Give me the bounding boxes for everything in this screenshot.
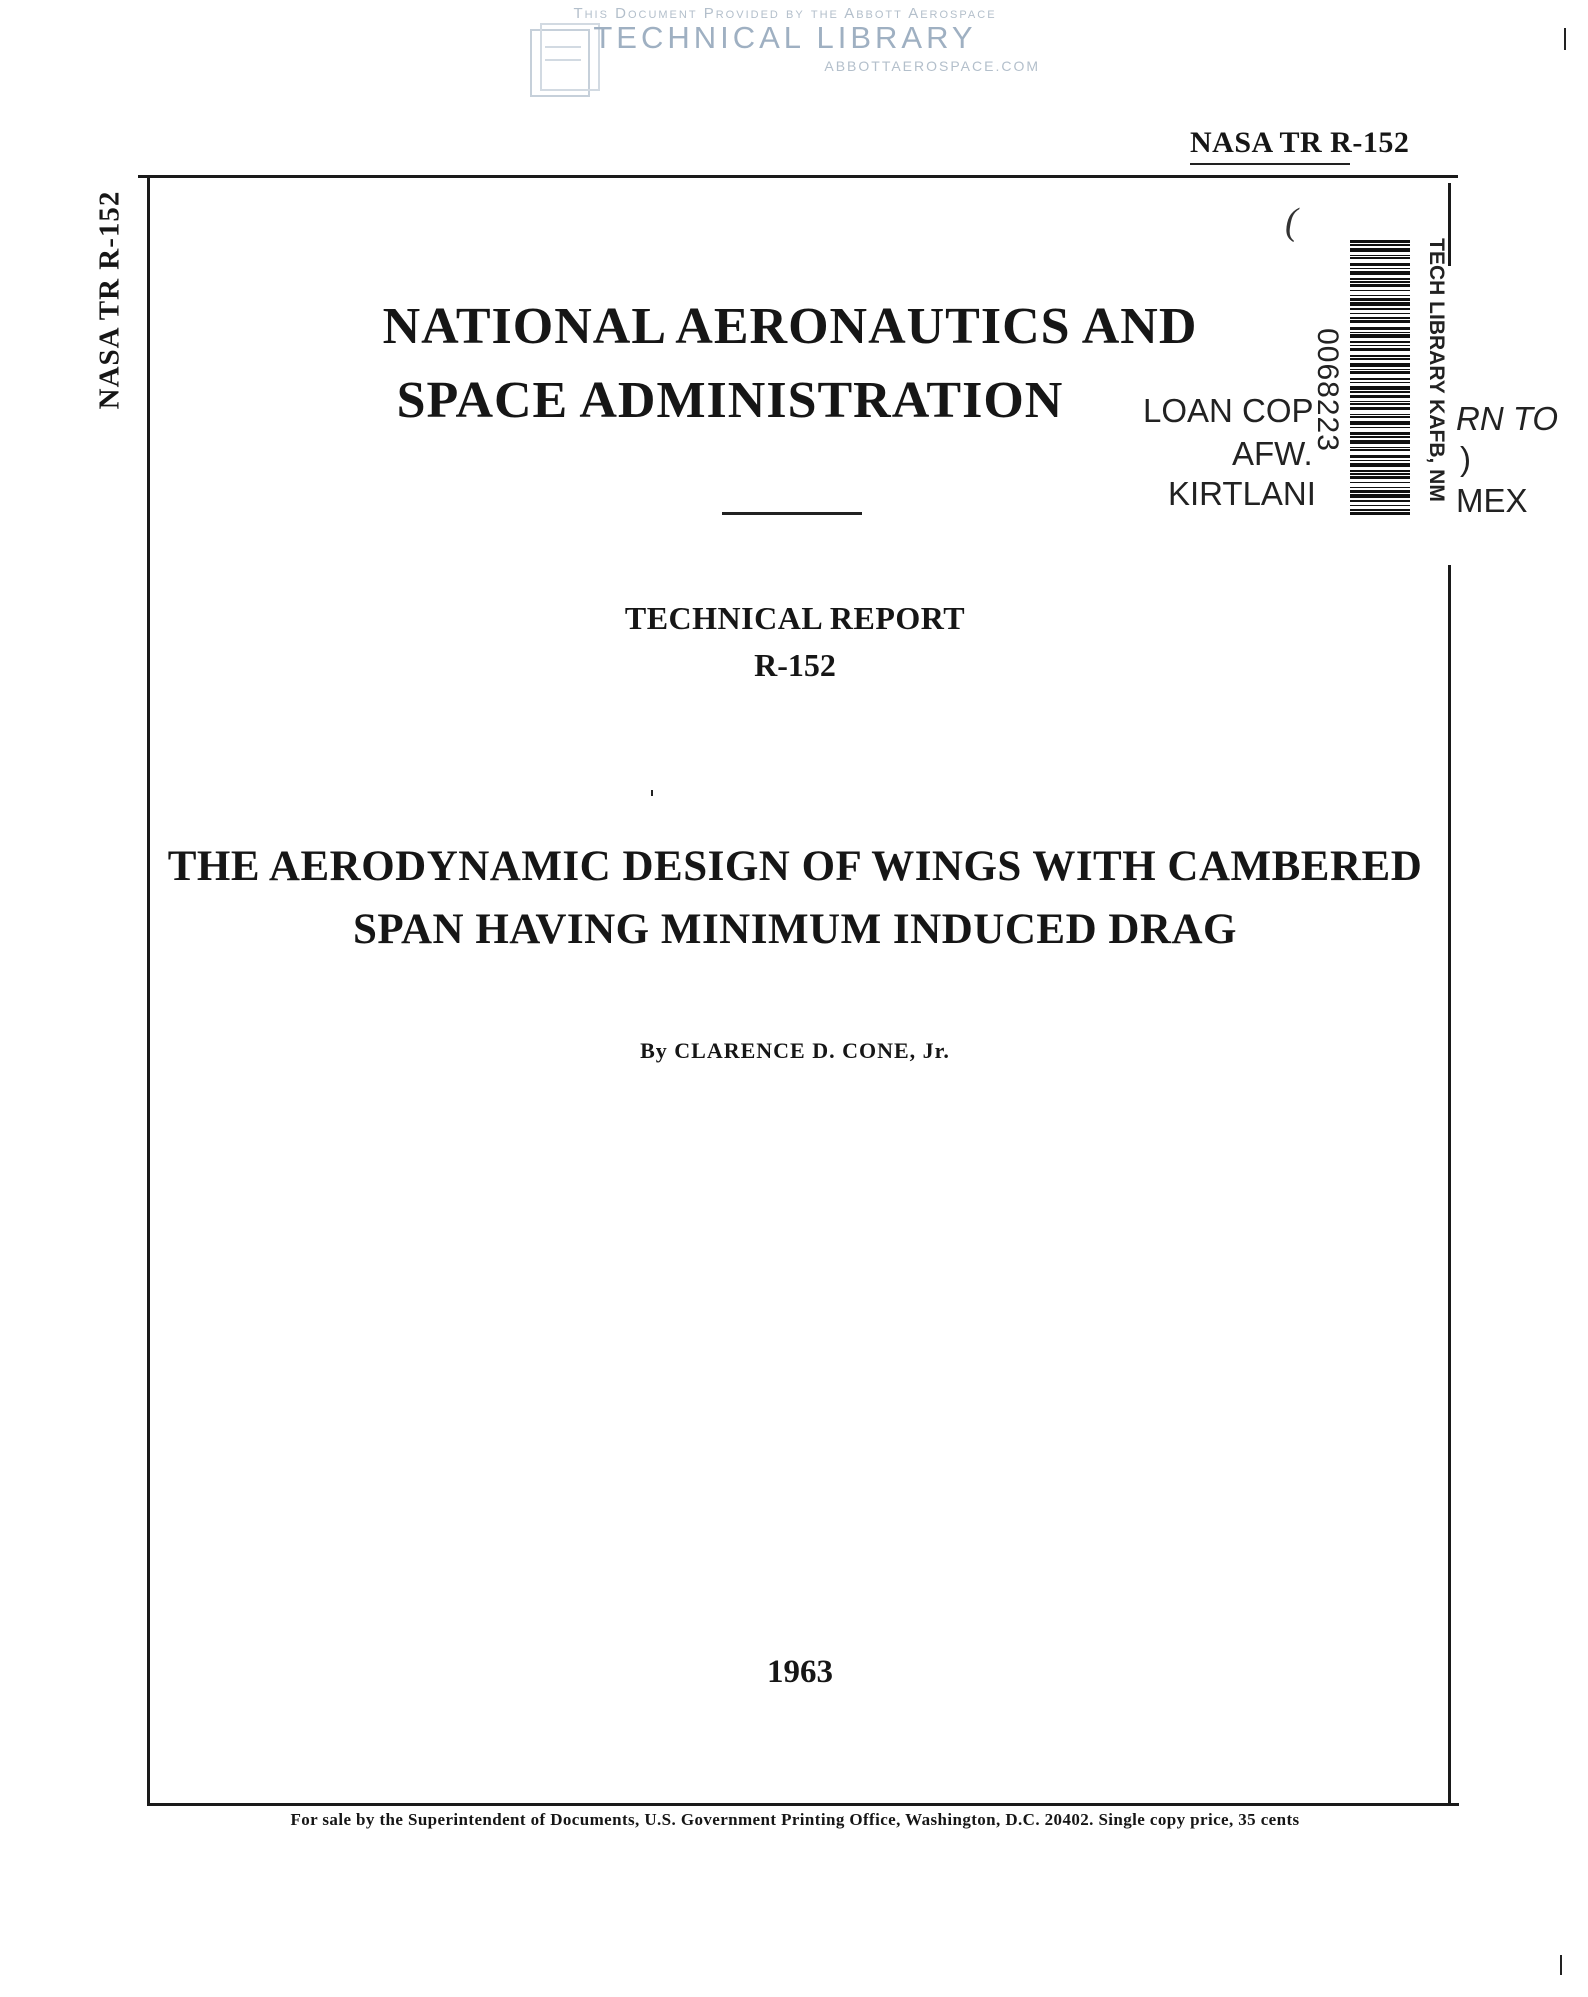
barcode-bar xyxy=(1350,295,1410,296)
barcode-bar xyxy=(1350,414,1410,415)
barcode-bar xyxy=(1350,320,1410,323)
barcode-bar xyxy=(1350,327,1410,330)
barcode-bar xyxy=(1350,509,1410,511)
report-id-header: NASA TR R-152 xyxy=(1190,126,1410,159)
watermark-provider-line: This Document Provided by the Abbott Aerospace xyxy=(573,5,997,22)
publication-year: 1963 xyxy=(767,1654,833,1690)
scan-speck xyxy=(651,790,653,796)
author-line: By CLARENCE D. CONE, Jr. xyxy=(640,1038,950,1063)
barcode-bar xyxy=(1350,487,1410,488)
side-report-id xyxy=(85,175,135,425)
barcode-bar xyxy=(1350,281,1410,283)
barcode-bar xyxy=(1350,473,1410,475)
agency-name xyxy=(340,290,1240,438)
margin-mark-bottom xyxy=(1560,1955,1562,1975)
document-title-line2: SPAN HAVING MINIMUM INDUCED DRAG xyxy=(353,906,1237,953)
barcode-bar xyxy=(1350,345,1410,346)
handwritten-mark: ( xyxy=(1285,201,1298,243)
barcode-bar xyxy=(1350,432,1410,435)
technical-report-number: R-152 xyxy=(754,647,836,683)
barcode-bar xyxy=(1350,386,1410,390)
barcode-bar xyxy=(1350,427,1410,428)
barcode-bar xyxy=(1350,268,1410,269)
barcode-bar xyxy=(1350,455,1410,458)
barcode-bar xyxy=(1350,391,1410,393)
barcode-number-text: 0068223 xyxy=(1311,328,1344,452)
barcode-bar xyxy=(1350,416,1410,418)
stamp-line1-right: RN TO xyxy=(1456,400,1559,437)
watermark-website: ABBOTTAEROSPACE.COM xyxy=(824,58,1040,74)
frame-bottom-border xyxy=(147,1803,1459,1806)
barcode-bar xyxy=(1350,278,1410,280)
frame-left-border xyxy=(147,176,150,1803)
barcode-bar xyxy=(1350,447,1410,448)
watermark-library-name: TECHNICAL LIBRARY xyxy=(593,20,977,55)
barcode-bar xyxy=(1350,460,1410,461)
barcode-bar xyxy=(1350,371,1410,374)
document-title xyxy=(160,835,1430,961)
barcode-bar xyxy=(1350,482,1410,483)
barcode-bar xyxy=(1350,436,1410,438)
barcode-bar xyxy=(1350,248,1410,252)
agency-name-line2: SPACE ADMINISTRATION xyxy=(396,372,1064,429)
barcode-bar xyxy=(1350,363,1410,367)
barcode-bar xyxy=(1350,317,1410,319)
barcode-bar xyxy=(1350,494,1410,498)
barcode-bar xyxy=(1350,355,1410,357)
barcode-bar xyxy=(1350,263,1410,266)
sale-notice: For sale by the Superintendent of Documents, U.S. Government Printing Office, Washington, D.C. 20402. Single copy price, 35 cents xyxy=(290,1810,1300,1829)
barcode-bar xyxy=(1350,313,1410,314)
agency-name-line1: NATIONAL AERONAUTICS AND xyxy=(382,298,1198,355)
frame-right-border-lower xyxy=(1448,565,1451,1805)
barcode-library-label-text: TECH LIBRARY KAFB, NM xyxy=(1425,238,1448,502)
barcode-bar xyxy=(1350,476,1410,479)
barcode-bar xyxy=(1350,332,1410,333)
barcode-bar xyxy=(1350,284,1410,287)
barcode-bar xyxy=(1350,255,1410,256)
barcode-bar xyxy=(1350,308,1410,310)
section-divider xyxy=(722,512,862,515)
report-id-underline xyxy=(1190,163,1350,165)
barcode-bar xyxy=(1350,334,1410,338)
barcode-bar xyxy=(1350,407,1410,410)
barcode-bar xyxy=(1350,244,1410,246)
barcode-bar xyxy=(1350,378,1410,380)
barcode-bar xyxy=(1350,490,1410,493)
barcode-bar xyxy=(1350,401,1410,402)
barcode-bar xyxy=(1350,302,1410,306)
frame-top-border xyxy=(138,175,1458,178)
barcode-bar xyxy=(1350,298,1410,301)
barcode-number xyxy=(1305,320,1349,460)
barcode-bar xyxy=(1350,403,1410,405)
barcode-bar xyxy=(1350,463,1410,467)
barcode-bar xyxy=(1350,500,1410,502)
barcode-bar xyxy=(1350,470,1410,472)
barcode-bar xyxy=(1350,290,1410,291)
margin-mark-top xyxy=(1564,28,1566,50)
barcode-bar xyxy=(1350,341,1410,343)
barcode-library-label xyxy=(1416,220,1456,520)
barcode-bar xyxy=(1350,421,1410,425)
stamp-line3-right: MEX xyxy=(1456,482,1528,519)
barcode-bar xyxy=(1350,257,1410,259)
stamp-line1-left: LOAN COP xyxy=(1143,392,1314,429)
barcode-bar xyxy=(1350,271,1410,275)
barcode-bar xyxy=(1350,358,1410,360)
side-report-id-text: NASA TR R-152 xyxy=(93,190,126,410)
technical-report-label: TECHNICAL REPORT xyxy=(624,600,966,636)
barcode-bar xyxy=(1350,512,1410,515)
barcode-bar xyxy=(1350,505,1410,506)
barcode-bar xyxy=(1350,240,1410,243)
stamp-line3-left: KIRTLANI xyxy=(1168,475,1316,512)
barcode-bar xyxy=(1350,395,1410,398)
barcode-bar xyxy=(1350,449,1410,451)
barcode-bar xyxy=(1350,440,1410,444)
barcode-bar xyxy=(1350,369,1410,370)
barcode-bar xyxy=(1350,348,1410,351)
stamp-line2-left: AFW. xyxy=(1232,435,1313,472)
document-title-line1: THE AERODYNAMIC DESIGN OF WINGS WITH CAMBERED xyxy=(167,843,1423,890)
stamp-line2-right: ) xyxy=(1460,440,1471,477)
barcode-bar xyxy=(1350,382,1410,383)
